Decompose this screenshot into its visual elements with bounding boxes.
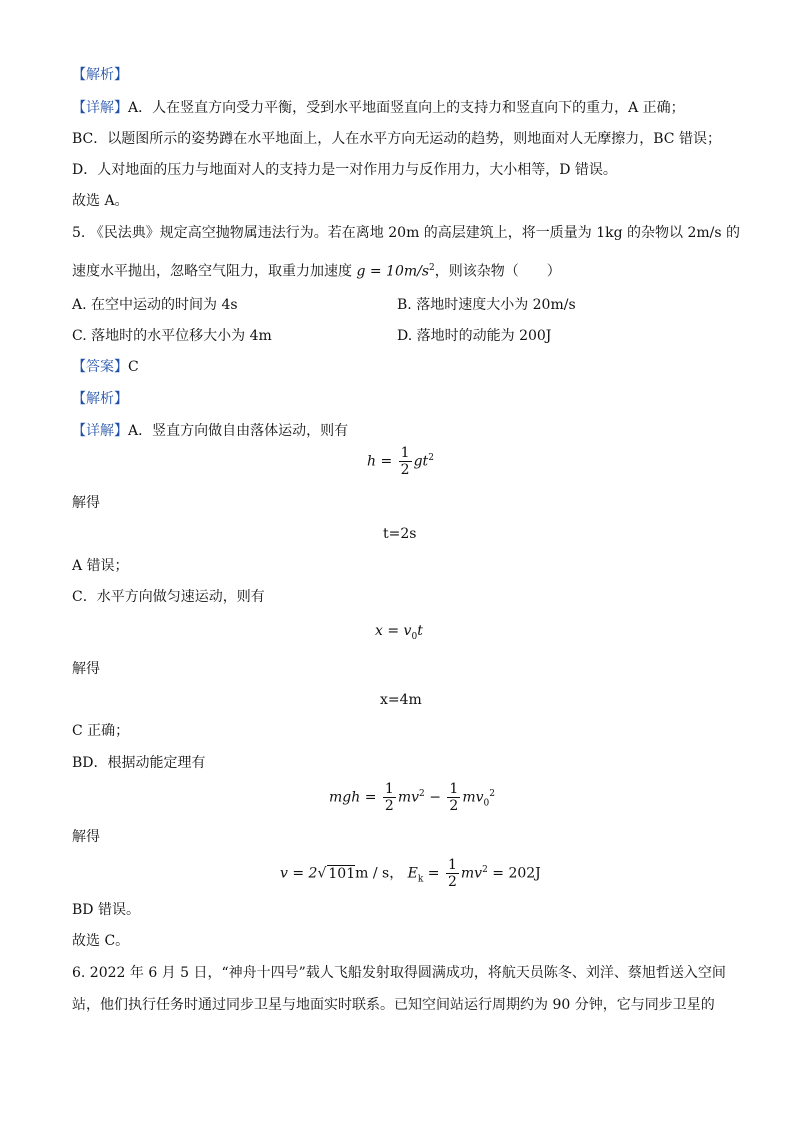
result-t: t=2s: [383, 526, 417, 542]
jiede-label-1: 解得: [72, 495, 100, 511]
result-v-radicand: 101: [328, 865, 356, 882]
result-v-ek: v = 2√ 101m / s， $E_k$ = $\frac{1}{2}$ $mv^2 = 202J$: [280, 857, 541, 890]
q4-explanation-bc: BC．以题图所示的姿势蹲在水平地面上，人在水平方向无运动的趋势，则地面对人无摩擦力，BC 错误；: [72, 131, 721, 147]
q4-explanation-a: [72, 98, 685, 118]
bd-wrong: BD 错误。: [72, 902, 140, 918]
gravity-value: g = 10m/s: [356, 263, 430, 280]
ek-value: = 202J: [487, 865, 541, 882]
option-b: B. 落地时速度大小为 20m/s: [397, 297, 576, 313]
detail-tag: 【详解】: [72, 100, 128, 116]
option-c: C. 落地时的水平位移大小为 4m: [72, 328, 272, 344]
option-a: A. 在空中运动的时间为 4s: [72, 297, 238, 313]
result-v-prefix: v = 2: [280, 865, 318, 882]
option-d: D. 落地时的动能为 200J: [397, 328, 552, 344]
q5-a-explanation: [72, 421, 348, 441]
jiede-label-2: 解得: [72, 661, 100, 677]
analysis-heading: 【解析】: [72, 67, 128, 83]
answer-line: [72, 357, 139, 377]
q5-stem-line2: 速度水平抛出，忽略空气阻力，取重力加速度 $g = 10m/s^2$，则该杂物（ ）: [72, 263, 561, 280]
answer-value: C: [128, 359, 139, 375]
q6-stem-line2: 站，他们执行任务时通过同步卫星与地面实时联系。已知空间站运行周期约为 90 分钟，它与同步卫星的: [72, 997, 715, 1013]
q4-explanation-d: D．人对地面的压力与地面对人的支持力是一对作用力与反作用力，大小相等，D 错误。: [72, 162, 617, 178]
analysis-heading-2: 【解析】: [72, 391, 128, 407]
c-right: C 正确；: [72, 723, 130, 739]
q5-stem-tail: ，则该杂物（ ）: [434, 263, 561, 280]
answer-tag: 【答案】: [72, 359, 128, 375]
result-v-unit: m / s: [355, 865, 390, 882]
q5-bd-explanation: BD．根据动能定理有: [72, 755, 206, 771]
equation-kinetic-energy: mgh = $\frac{1}{2}$ $mv^2$ − $\frac{1}{2}$ $mv_0^2$: [329, 781, 495, 814]
q4-line-a-text: A．人在竖直方向受力平衡，受到水平地面竖直向上的支持力和竖直向下的重力，A 正确；: [128, 100, 685, 116]
q6-stem-line1: 6. 2022 年 6 月 5 日，“神舟十四号”载人飞船发射取得圆满成功，将航天员陈冬、刘洋、蔡旭哲送入空间: [72, 965, 726, 981]
jiede-label-3: 解得: [72, 829, 100, 845]
a-wrong: A 错误；: [72, 558, 129, 574]
q5-a-text: A．竖直方向做自由落体运动，则有: [128, 423, 349, 439]
q4-choice: 故选 A。: [72, 193, 129, 209]
q5-c-explanation: C．水平方向做匀速运动，则有: [72, 589, 265, 605]
q5-choice: 故选 C。: [72, 933, 130, 949]
ek-subscript: k: [417, 874, 424, 885]
ek-symbol: E: [407, 865, 418, 882]
q5-stem-text: 速度水平抛出，忽略空气阻力，取重力加速度: [72, 263, 357, 280]
equation-free-fall: h = $\frac{1}{2}$ $gt^2$: [367, 445, 434, 478]
equation-uniform: $x = v_0t$: [375, 623, 423, 642]
q5-stem-line1: 5. 《民法典》规定高空抛物属违法行为。若在离地 20m 的高层建筑上，将一质量为 1kg 的杂物以 2m/s 的: [72, 225, 741, 241]
result-x: x=4m: [380, 692, 422, 708]
detail-tag-2: 【详解】: [72, 423, 128, 439]
